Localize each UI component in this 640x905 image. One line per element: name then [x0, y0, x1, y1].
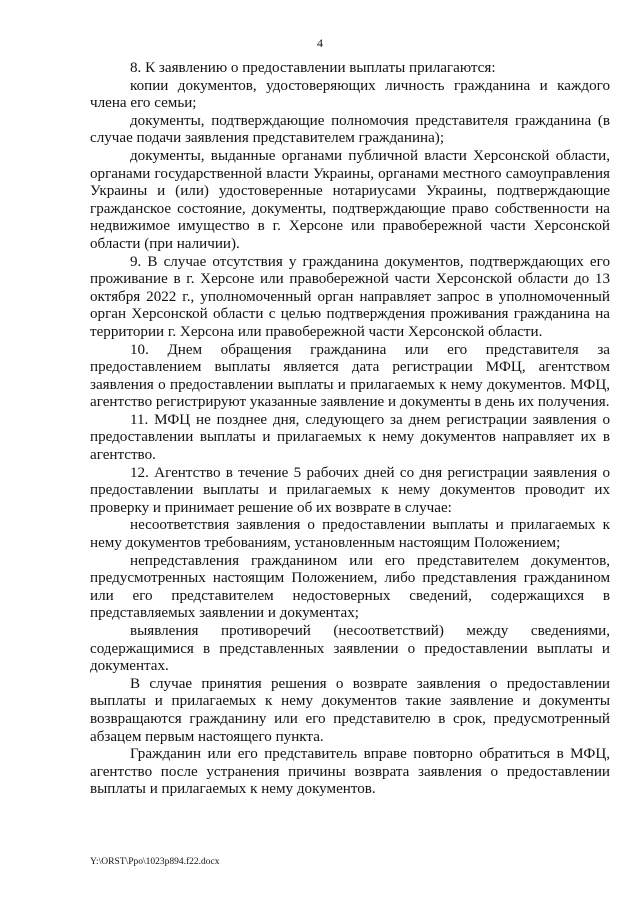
paragraph-12-item-noncompliance: несоответствия заявления о предоставлении выплаты и прилагаемых к нему документов требованиям, установленным настоящим Положением; — [90, 517, 610, 552]
paragraph-8-item-identity-docs: копии документов, удостоверяющих личность гражданина и каждого члена его семьи; — [90, 77, 610, 112]
paragraph-12-reapply: Гражданин или его представитель вправе повторно обратиться в МФЦ, агентство после устранения причины возврата заявления о предоставлении выплаты и прилагаемых к нему документов. — [90, 746, 610, 798]
page-number: 4 — [317, 36, 323, 50]
paragraph-10: 10. Днем обращения гражданина или его представителя за предоставлением выплаты является дата регистрации МФЦ, агентством заявления о предоставлении выплаты и прилагаемых к нему документов. МФЦ, агентство регистрируют указанные заявление и документы в день их получения. — [90, 341, 610, 411]
paragraph-12-return-decision: В случае принятия решения о возврате заявления о предоставлении выплаты и прилагаемых к нему документов такие заявление и документы возвращаются гражданину или его представителю в срок, предусмотренный абзацем первым настоящего пункта. — [90, 675, 610, 745]
paragraph-8-item-authority-docs: документы, подтверждающие полномочия представителя гражданина (в случае подачи заявления представителем гражданина); — [90, 112, 610, 147]
paragraph-8-item-official-docs: документы, выданные органами публичной власти Херсонской области, органами государственной власти Украины, органами местного самоуправления Украины и (или) удостоверенные нотариусами Украины, подтверждающие гражданское состояние, документы, подтверждающие право собственности на недвижимое имущество в г. Херсоне или правобережной части Херсонской области (при наличии). — [90, 147, 610, 252]
paragraph-12-intro: 12. Агентство в течение 5 рабочих дней со дня регистрации заявления о предоставлении выплаты и прилагаемых к нему документов проводит их проверку и принимает решение об их возврате в случае: — [90, 464, 610, 516]
paragraph-11: 11. МФЦ не позднее дня, следующего за днем регистрации заявления о предоставлении выплаты и прилагаемых к нему документов направляет их в агентство. — [90, 411, 610, 464]
file-path-footer: Y:\ORST\Ppo\1023p894.f22.docx — [90, 857, 220, 867]
paragraph-12-item-nonsubmission: непредставления гражданином или его представителем документов, предусмотренных настоящим Положением, либо представления гражданином или его представителем недостоверных сведений, содержащихся в представляемых заявлении и документах; — [90, 552, 610, 622]
document-body — [90, 60, 610, 799]
paragraph-8-intro: 8. К заявлению о предоставлении выплаты прилагаются: — [130, 60, 496, 76]
paragraph-12-item-contradictions: выявления противоречий (несоответствий) между сведениями, содержащимися в представленных заявлении о предоставлении выплаты и документах. — [90, 623, 610, 675]
paragraph-9: 9. В случае отсутствия у гражданина документов, подтверждающих его проживание в г. Херсоне или правобережной части Херсонской области до 13 октября 2022 г., уполномоченный орган направляет запрос в уполномоченный орган Херсонской области с целью подтверждения проживания гражданина на территории г. Херсона или правобережной части Херсонской области. — [90, 253, 610, 340]
